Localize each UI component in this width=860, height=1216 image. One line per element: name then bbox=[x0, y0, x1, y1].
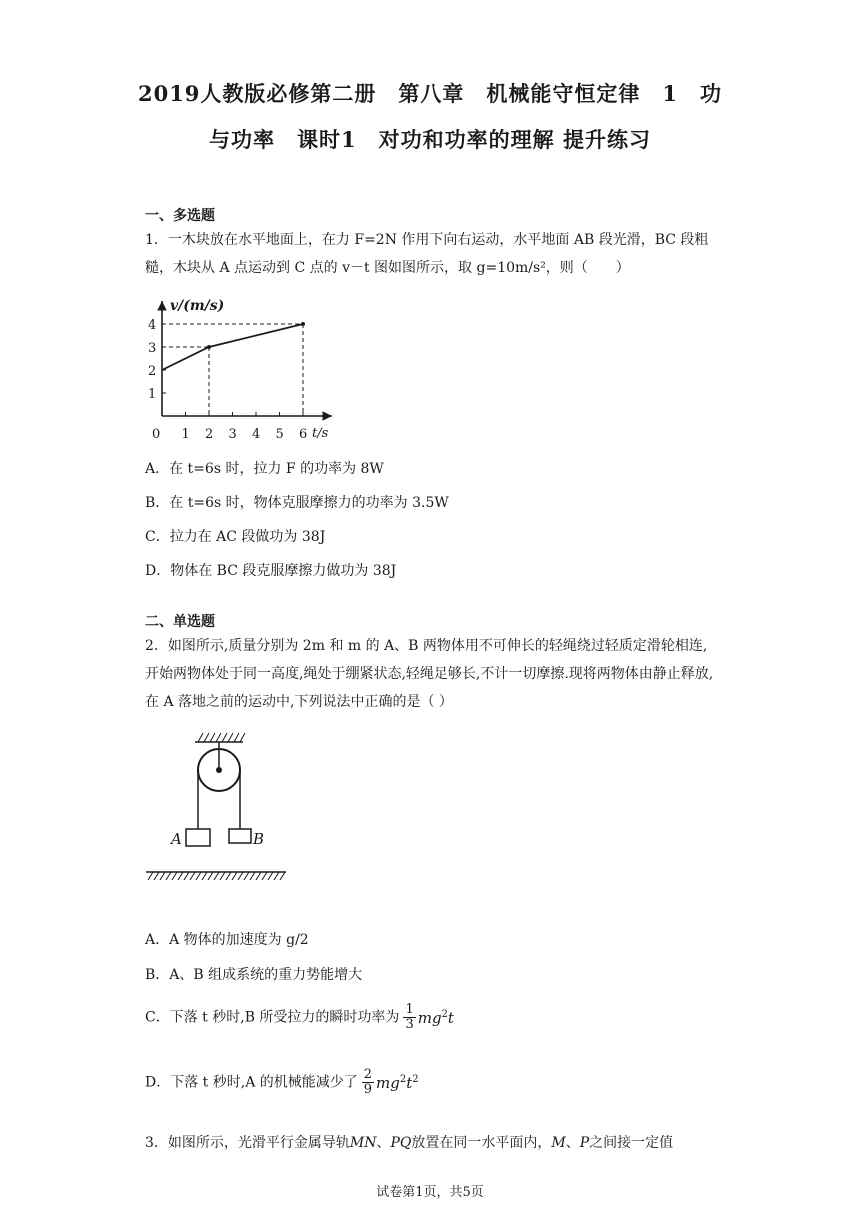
q1-option-c[interactable]: C．拉力在 AC 段做功为 38J bbox=[145, 529, 326, 545]
question-3-text: 3．如图所示，光滑平行金属导轨MN、PQ放置在同一水平面内，M、P之间接一定值 bbox=[145, 1135, 674, 1151]
x-tick-label-5: 5 bbox=[275, 427, 284, 442]
q2-option-c-formula: $mg^2t$ bbox=[417, 1008, 454, 1027]
q1-option-d[interactable]: D．物体在 BC 段克服摩擦力做功为 38J bbox=[145, 563, 397, 579]
q2-option-c[interactable] bbox=[145, 1003, 454, 1032]
origin-label: 0 bbox=[152, 427, 161, 442]
block-b bbox=[229, 829, 251, 843]
x-axis-label: t/s bbox=[312, 426, 329, 441]
y-axis-label: v/(m/s) bbox=[170, 298, 225, 314]
q2-option-d[interactable] bbox=[145, 1068, 419, 1097]
section-heading-multiple-choice: 一、多选题 bbox=[145, 208, 215, 224]
y-tick-label-3: 3 bbox=[148, 341, 157, 356]
q2-option-a[interactable]: A．A 物体的加速度为 g/2 bbox=[145, 932, 309, 948]
label-b: B bbox=[253, 830, 265, 848]
question-1-text: 1．一木块放在水平地面上，在力 F=2N 作用下向右运动，水平地面 AB 段光滑，BC 段粗糙，木块从 A 点运动到 C 点的 v－t 图如图所示，取 g=10m/s²，则（ ） bbox=[145, 232, 709, 276]
page-footer: 试卷第1页，共5页 bbox=[376, 1185, 484, 1200]
block-a bbox=[186, 829, 210, 846]
ground-hatching bbox=[148, 872, 285, 880]
q2-option-c-text: C．下落 t 秒时,B 所受拉力的瞬时功率为 bbox=[145, 1009, 400, 1026]
x-tick-label-1: 1 bbox=[181, 427, 190, 442]
x-tick-label-4: 4 bbox=[252, 427, 261, 442]
y-tick-label-4: 4 bbox=[148, 318, 157, 333]
pulley-diagram bbox=[140, 728, 300, 888]
fraction-two-ninths: $\frac{2}{9}$ bbox=[363, 1067, 373, 1097]
y-tick-label-1: 1 bbox=[148, 387, 157, 402]
x-tick-label-6: 6 bbox=[299, 427, 308, 442]
q1-option-a[interactable]: A．在 t=6s 时，拉力 F 的功率为 8W bbox=[145, 461, 384, 477]
label-a: A bbox=[171, 830, 182, 848]
document-title-line1: 2019人教版必修第二册 第八章 机械能守恒定律 1 功 bbox=[137, 81, 723, 106]
velocity-time-graph bbox=[142, 296, 342, 446]
y-tick-label-2: 2 bbox=[148, 364, 157, 379]
ceiling-hatching bbox=[198, 733, 245, 742]
section-heading-single-choice: 二、单选题 bbox=[145, 614, 215, 630]
q2-option-d-formula: $mg^2t^2$ bbox=[376, 1073, 419, 1092]
x-tick-label-2: 2 bbox=[205, 427, 214, 442]
q2-option-d-text: D．下落 t 秒时,A 的机械能减少了 bbox=[145, 1074, 358, 1091]
pulley-axle bbox=[216, 767, 222, 773]
question-2-text: 2．如图所示,质量分别为 2m 和 m 的 A、B 两物体用不可伸长的轻绳绕过轻质定滑轮相连,开始两物体处于同一高度,绳处于绷紧状态,轻绳足够长,不计一切摩擦.现将两物体由静止释放,在 A 落地之前的运动中,下列说法中正确的是（ ） bbox=[145, 638, 714, 710]
q2-option-b[interactable]: B．A、B 组成系统的重力势能增大 bbox=[145, 967, 363, 983]
q1-option-b[interactable]: B．在 t=6s 时，物体克服摩擦力的功率为 3.5W bbox=[145, 495, 449, 511]
x-tick-label-3: 3 bbox=[228, 427, 237, 442]
document-title-line2: 与功率 课时1 对功和功率的理解 提升练习 bbox=[209, 127, 651, 152]
fraction-one-third: $\frac{1}{3}$ bbox=[405, 1002, 414, 1032]
